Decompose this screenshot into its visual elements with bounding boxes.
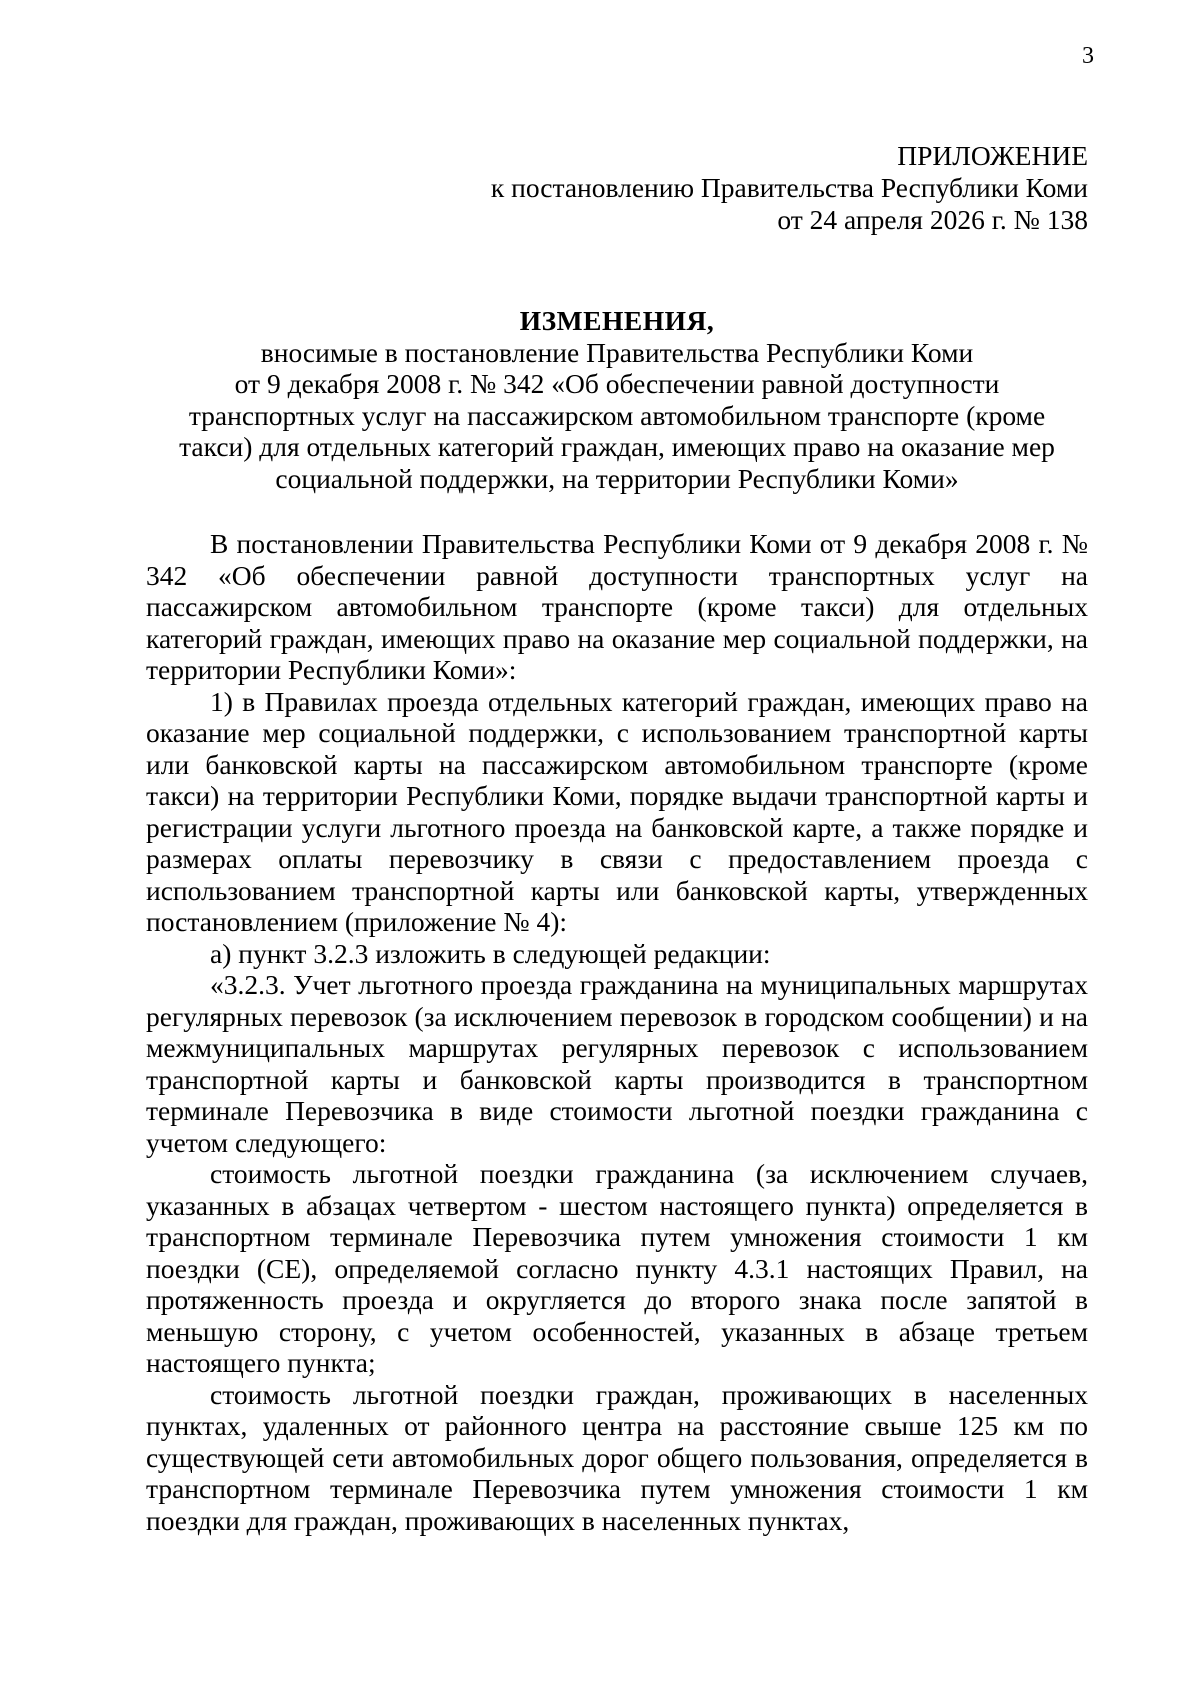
body-paragraph: В постановлении Правительства Республики Коми от 9 декабря 2008 г. № 342 «Об обеспечении равной доступности транспортных услуг на пассажирском автомобильном транспорте (кроме такси) для отдельных категорий граждан, имеющих право на оказание мер социальной поддержки, на территории Республики Коми»: [146,528,1088,685]
body-paragraph: а) пункт 3.2.3 изложить в следующей редакции: [210,937,771,969]
appendix-label: ПРИЛОЖЕНИЕ [897,140,1088,171]
title-line: социальной поддержки, на территории Республики Коми» [275,462,959,494]
title-line: вносимые в постановление Правительства Республики Коми [260,336,974,368]
body-paragraph: стоимость льготной поездки граждан, проживающих в населенных пунктах, удаленных от районного центра на расстояние свыше 125 км по существующей сети автомобильных дорог общего пользования, определяется в транспортном терминале Перевозчика путем умножения стоимости 1 км поездки для граждан, проживающих в населенных пунктах, [146,1378,1088,1536]
appendix-header [328,140,1088,236]
document-title [146,305,1088,494]
body-paragraph: 1) в Правилах проезда отдельных категорий граждан, имеющих право на оказание мер социальной поддержки, с использованием транспортной карты или банковской карты на пассажирском автомобильном транспорте (кроме такси) на территории Республики Коми, порядке выдачи транспортной карты и регистрации услуги льготного проезда на банковской карте, а также порядке и размерах оплаты перевозчику в связи с предоставлением проезда с использованием транспортной карты или банковской карты, утвержденных постановлением (приложение № 4): [146,685,1088,937]
title-line: транспортных услуг на пассажирском автомобильном транспорте (кроме [188,399,1046,431]
page-number: 3 [1082,43,1094,69]
title-line: от 9 декабря 2008 г. № 342 «Об обеспечении равной доступности [234,368,1000,399]
body-paragraph: стоимость льготной поездки гражданина (за исключением случаев, указанных в абзацах четвертом - шестом настоящего пункта) определяется в транспортном терминале Перевозчика путем умножения стоимости 1 км поездки (СЕ), определяемой согласно пункту 4.3.1 настоящих Правил, на протяженность проезда и округляется до второго знака после запятой в меньшую сторону, с учетом особенностей, указанных в абзаце третьем настоящего пункта; [146,1158,1088,1378]
title-heading: ИЗМЕНЕНИЯ, [519,305,715,336]
appendix-date-number: от 24 апреля 2026 г. № 138 [777,204,1088,235]
appendix-resolution-line: к постановлению Правительства Республики Коми [490,172,1088,203]
body-paragraph: «3.2.3. Учет льготного проезда гражданина на муниципальных маршрутах регулярных перевозок (за исключением перевозок в городском сообщении) и на межмуниципальных маршрутах регулярных перевозок с использованием транспортной карты и банковской карты производится в транспортном терминале Перевозчика в виде стоимости льготной поездки гражданина с учетом следующего: [146,969,1088,1158]
title-line: такси) для отдельных категорий граждан, имеющих право на оказание мер [179,431,1055,462]
document-body [146,528,1088,1536]
